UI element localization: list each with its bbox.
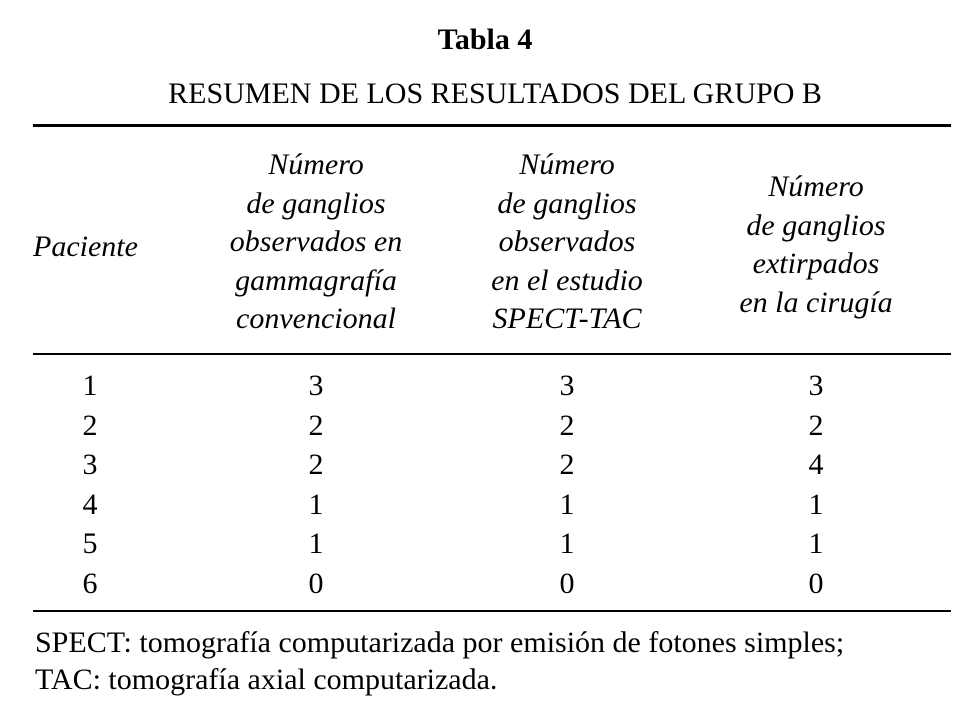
table-cell: 2 [82, 408, 98, 442]
header-line: Número [519, 148, 615, 181]
top-rule [33, 124, 951, 127]
header-line: Número [268, 148, 364, 181]
table-cell: 1 [559, 487, 575, 521]
table-cell: 5 [82, 527, 98, 560]
header-surgery [696, 168, 936, 322]
table-cell: 4 [808, 448, 824, 481]
header-line: extirpados [752, 247, 880, 280]
column-surgery [786, 366, 846, 603]
table-cell: 2 [559, 408, 575, 442]
header-spect-tac [448, 146, 686, 339]
column-conventional-scan [286, 366, 346, 603]
header-line: Número [768, 170, 864, 203]
header-line: en el estudio [491, 263, 643, 297]
table-cell: 2 [308, 408, 324, 442]
table-cell: 3 [82, 448, 98, 481]
header-line: de ganglios [746, 208, 886, 242]
table-cell: 2 [808, 408, 824, 442]
header-line: de ganglios [497, 186, 637, 220]
header-line: de ganglios [246, 186, 386, 220]
table-cell: 3 [559, 369, 575, 402]
footnote-line: TAC: tomografía axial computarizada. [35, 663, 498, 696]
table-cell: 4 [82, 487, 98, 521]
table-cell: 3 [808, 369, 824, 402]
table-cell: 1 [559, 527, 575, 560]
bottom-rule [33, 610, 951, 612]
table-cell: 1 [82, 369, 98, 402]
header-line: gammagrafía [235, 263, 397, 297]
header-conventional-scan [196, 146, 436, 339]
table-cell: 3 [308, 369, 324, 402]
column-patient [60, 366, 120, 603]
table-cell: 0 [808, 566, 824, 600]
table-cell: 1 [308, 527, 324, 560]
footnote-line: SPECT: tomografía computarizada por emisión de fotones simples; [35, 626, 845, 659]
table-footnote [35, 624, 960, 698]
column-spect-tac [537, 366, 597, 603]
table-cell: 2 [308, 448, 324, 481]
table-cell: 0 [308, 566, 324, 600]
table-subtitle: RESUMEN DE LOS RESULTADOS DEL GRUPO B [168, 77, 822, 110]
header-patient [33, 228, 148, 267]
table-cell: 2 [559, 448, 575, 481]
table-cell: 1 [808, 487, 824, 521]
header-rule [33, 353, 951, 355]
table-cell: 1 [308, 487, 324, 521]
header-line: en la cirugía [739, 285, 893, 319]
header-line: observados en [229, 225, 403, 258]
header-patient-label: Paciente [33, 230, 138, 263]
header-line: SPECT-TAC [492, 302, 642, 335]
table-cell: 1 [808, 527, 824, 560]
header-line: convencional [236, 302, 396, 335]
header-line: observados [498, 225, 636, 258]
table-cell: 0 [559, 566, 575, 600]
table-title: Tabla 4 [437, 23, 533, 56]
table-cell: 6 [82, 566, 98, 600]
